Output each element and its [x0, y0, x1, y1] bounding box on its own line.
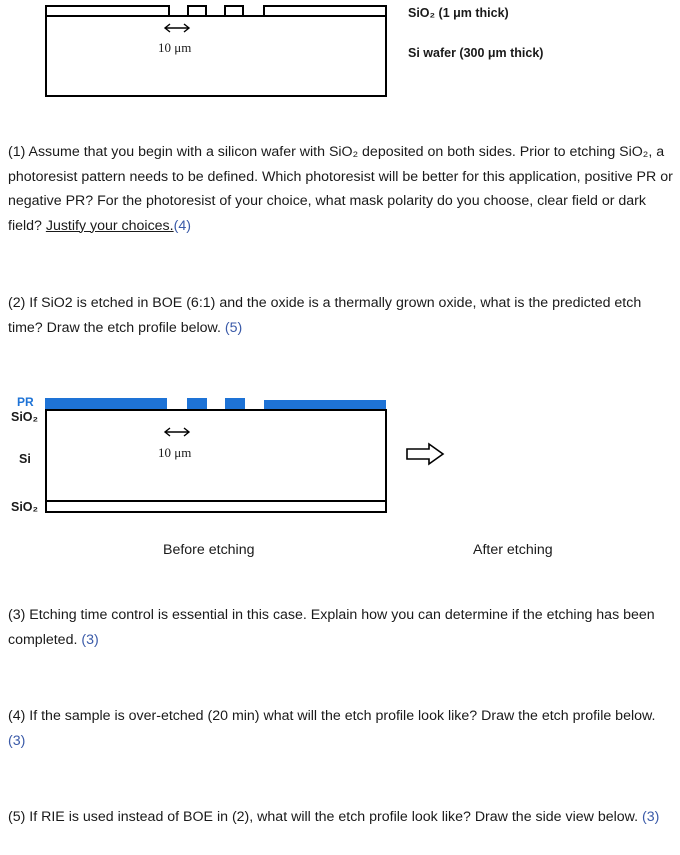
before-etching-caption: Before etching: [163, 542, 255, 558]
photoresist-island-2: [225, 398, 245, 409]
after-etching-caption: After etching: [473, 542, 553, 558]
question-3-text: (3) Etching time control is essential in this case. Explain how you can determine if the etching has been completed.: [8, 607, 655, 648]
process-arrow-icon: [405, 442, 445, 466]
top-si-wafer: [45, 15, 387, 97]
question-5-text: (5) If RIE is used instead of BOE in (2), what will the etch profile look like? Draw the side view below.: [8, 809, 642, 825]
question-1-text: (1) Assume that you begin with a silicon wafer with SiO₂ deposited on both sides. Prior to etching SiO₂, a photoresist pattern needs to be defined. Which photoresist will be better for this application, positive PR or negative PR? For the photoresist of your choice, what mask polarity do you choose, clear field or dark field?: [8, 144, 673, 234]
question-2-text: (2) If SiO2 is etched in BOE (6:1) and the oxide is a thermally grown oxide, what is the predicted etch time? Draw the etch profile below.: [8, 295, 642, 336]
sio2-bottom-label: SiO₂: [11, 500, 39, 514]
question-5-points: (3): [642, 809, 660, 825]
photoresist-right: [264, 400, 386, 409]
top-dimension-arrow: [162, 22, 192, 34]
top-si-label: Si wafer (300 μm thick): [408, 46, 544, 60]
bottom-sio2-layer: [45, 500, 387, 513]
question-1: [8, 140, 676, 238]
sio2-top-label: SiO₂: [11, 410, 39, 424]
pr-label: PR: [17, 395, 34, 409]
question-3: [8, 603, 676, 652]
top-dimension-label: 10 μm: [158, 40, 192, 55]
question-1-points: (4): [173, 217, 191, 234]
justify-choices-link[interactable]: Justify your choices.: [45, 217, 174, 234]
si-label: Si: [19, 452, 31, 466]
photoresist-left: [45, 398, 167, 409]
question-4: [8, 704, 676, 753]
top-sio2-label: SiO₂ (1 μm thick): [408, 6, 509, 20]
question-4-points: (3): [8, 732, 26, 749]
question-4-text: (4) If the sample is over-etched (20 min) what will the etch profile look like? Draw the etch profile below.: [8, 708, 656, 724]
bottom-dimension-arrow: [162, 426, 192, 438]
question-2: [8, 291, 676, 340]
question-5: [8, 805, 676, 830]
si-substrate: [45, 422, 387, 502]
bottom-dimension-label: 10 μm: [158, 445, 192, 460]
question-2-points: (5): [224, 319, 243, 336]
photoresist-island-1: [187, 398, 207, 409]
question-3-points: (3): [81, 631, 99, 648]
